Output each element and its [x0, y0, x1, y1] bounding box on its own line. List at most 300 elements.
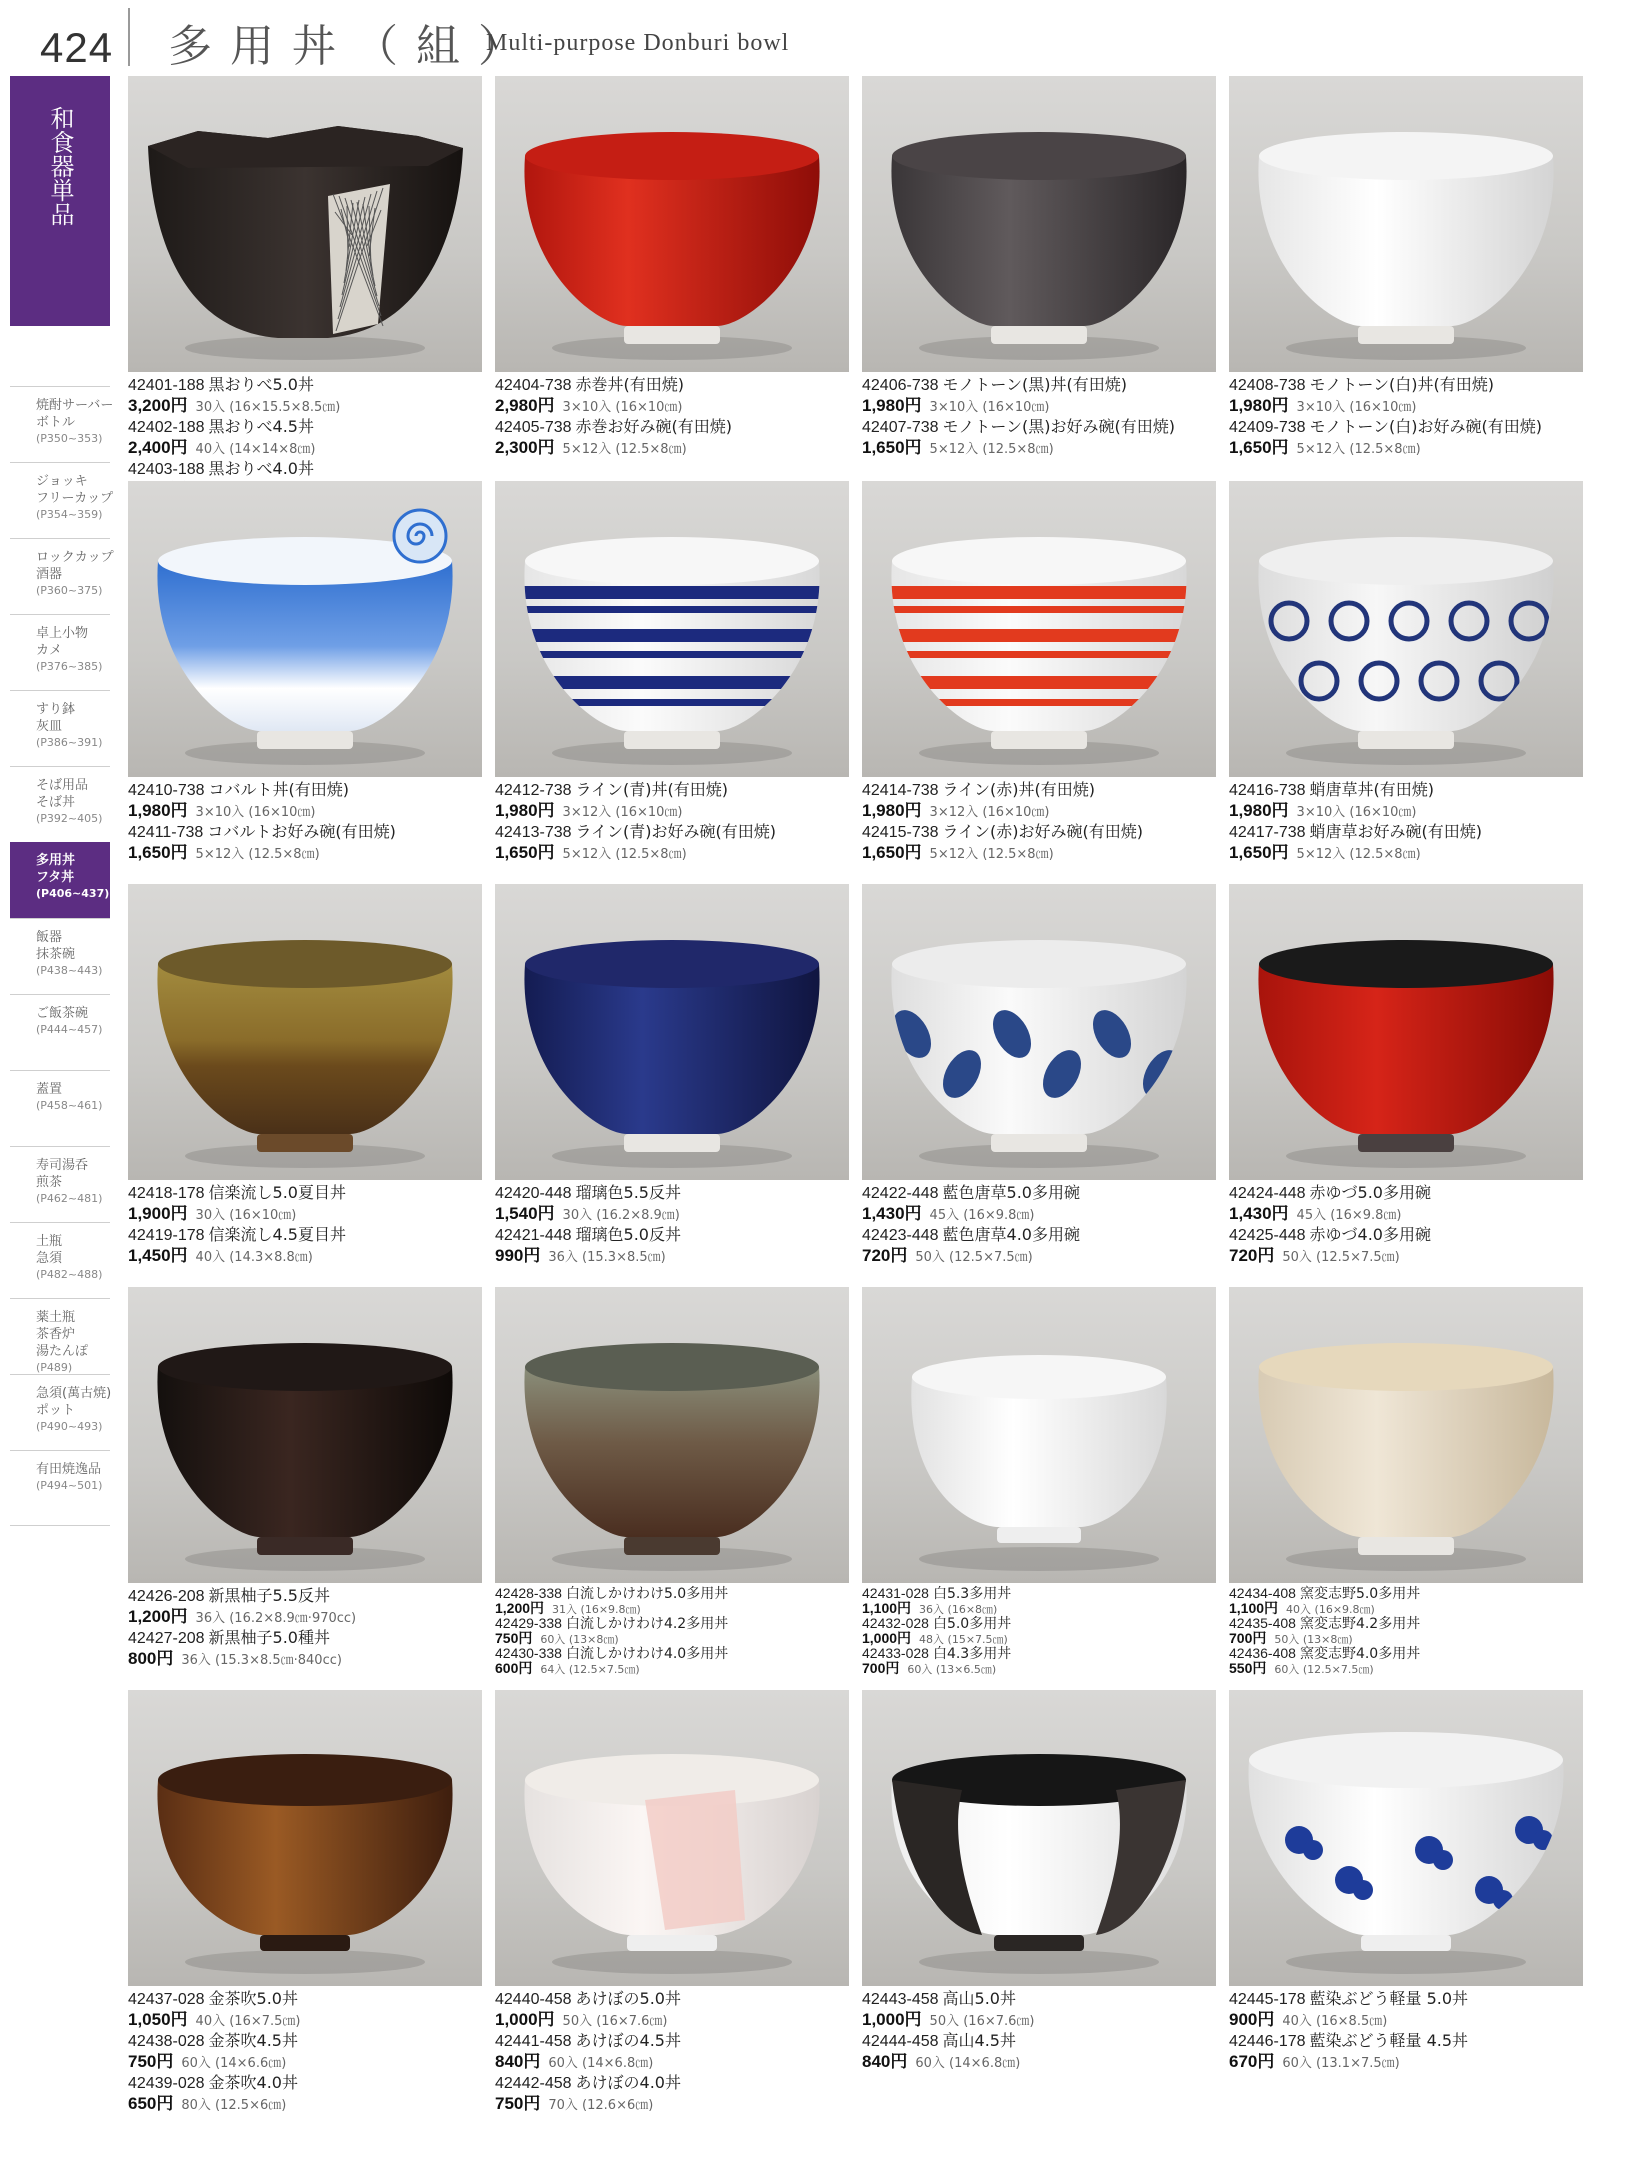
product-price: 900円 — [1229, 2010, 1275, 2029]
product-name: 藍色唐草4.0多用碗 — [942, 1225, 1080, 1244]
bowl-image — [1229, 1287, 1583, 1583]
product-price-row — [128, 437, 482, 458]
product-name-row — [128, 2072, 482, 2093]
product-caption — [862, 779, 1216, 863]
product-card[interactable] — [128, 76, 482, 479]
product-name: 金茶吹5.0丼 — [208, 1989, 298, 2008]
product-price: 670円 — [1229, 2052, 1275, 2071]
sidebar-item-label: 寿司湯呑 — [36, 1158, 89, 1173]
product-caption — [128, 1585, 482, 1669]
product-price-row — [495, 842, 849, 863]
product-name-row — [1229, 1615, 1583, 1630]
product-spec: 3×10入 (16×10㎝) — [929, 400, 1050, 415]
bowl-image — [128, 481, 482, 777]
product-photo — [862, 884, 1216, 1180]
product-name-row — [495, 1585, 849, 1600]
product-price-row — [1229, 800, 1583, 821]
bowl-image — [128, 1287, 482, 1583]
product-spec: 36入 (16×8㎝) — [919, 1603, 998, 1616]
product-spec: 48入 (15×7.5㎝) — [919, 1633, 1008, 1646]
product-name-row — [862, 2030, 1216, 2051]
product-name-row — [128, 458, 482, 479]
sidebar-item-label: ジョッキ — [36, 474, 88, 489]
sidebar-item[interactable] — [10, 1222, 110, 1298]
product-price: 1,430円 — [862, 1204, 922, 1223]
product-photo — [495, 884, 849, 1180]
product-price: 1,540円 — [495, 1204, 555, 1223]
product-name-row — [1229, 1645, 1583, 1660]
sidebar-item-pages: (P392~405) — [36, 812, 103, 825]
product-price-row — [1229, 1203, 1583, 1224]
product-name: ライン(青)丼(有田焼) — [575, 780, 729, 799]
product-spec: 60入 (14×6.6㎝) — [181, 2056, 287, 2071]
sidebar-item-pages: (P438~443) — [36, 964, 103, 977]
product-caption — [495, 1988, 849, 2114]
product-price-row — [1229, 1630, 1583, 1645]
product-spec: 40入 (14.3×8.8㎝) — [195, 1250, 313, 1265]
product-price: 750円 — [495, 1630, 533, 1646]
product-price: 990円 — [495, 1246, 541, 1265]
product-code: 42407-738 — [862, 419, 939, 436]
header-divider — [128, 8, 130, 66]
product-name: 瑠璃色5.5反丼 — [575, 1183, 681, 1202]
product-price: 1,000円 — [862, 2010, 922, 2029]
sidebar-item[interactable] — [10, 538, 114, 614]
product-name-row — [862, 821, 1216, 842]
product-price: 1,000円 — [495, 2010, 555, 2029]
product-code: 42413-738 — [495, 824, 572, 841]
product-caption — [495, 1182, 849, 1266]
product-code: 42424-448 — [1229, 1185, 1306, 1202]
sidebar-item-pages: (P482~488) — [36, 1268, 103, 1281]
product-photo — [128, 76, 482, 372]
sidebar-item[interactable] — [10, 1450, 110, 1526]
product-name-row — [495, 2072, 849, 2093]
product-code: 42410-738 — [128, 782, 205, 799]
product-spec: 60入 (13×8㎝) — [540, 1633, 619, 1646]
product-name-row — [1229, 1224, 1583, 1245]
product-price-row — [1229, 2051, 1583, 2072]
product-name: 白流しかけわけ4.2多用丼 — [565, 1616, 729, 1632]
product-name-row — [495, 1182, 849, 1203]
sidebar-item[interactable] — [10, 766, 110, 842]
product-price-row — [495, 2093, 849, 2114]
product-name-row — [128, 779, 482, 800]
product-price-row — [1229, 842, 1583, 863]
product-caption — [862, 1988, 1216, 2072]
product-spec: 50入 (12.5×7.5㎝) — [1282, 1250, 1400, 1265]
product-price-row — [1229, 395, 1583, 416]
bowl-image — [1229, 481, 1583, 777]
product-spec: 40入 (16×8.5㎝) — [1282, 2014, 1388, 2029]
product-name: 信楽流し5.0夏目丼 — [208, 1183, 346, 1202]
product-name: 藍染ぶどう軽量 5.0丼 — [1309, 1989, 1469, 2008]
product-code: 42419-178 — [128, 1227, 205, 1244]
product-caption — [1229, 1182, 1583, 1266]
product-price-row — [128, 2051, 482, 2072]
product-card[interactable] — [1229, 76, 1583, 479]
product-name-row — [1229, 2030, 1583, 2051]
product-price-row — [1229, 2009, 1583, 2030]
product-code: 42416-738 — [1229, 782, 1306, 799]
product-name-row — [862, 1645, 1216, 1660]
product-price: 1,900円 — [128, 1204, 188, 1223]
product-code: 42438-028 — [128, 2033, 205, 2050]
sidebar-item-label: 抹茶碗 — [36, 947, 76, 962]
product-spec: 30入 (16×10㎝) — [195, 1208, 297, 1223]
product-photo — [862, 481, 1216, 777]
product-caption — [128, 1182, 482, 1266]
product-photo — [862, 76, 1216, 372]
product-card[interactable] — [495, 884, 849, 1287]
product-name: 藍染ぶどう軽量 4.5丼 — [1309, 2031, 1469, 2050]
sidebar-item-pages: (P386~391) — [36, 736, 103, 749]
product-name: コバルトお好み碗(有田焼) — [207, 822, 396, 841]
product-price: 2,400円 — [128, 438, 188, 457]
product-code: 42406-738 — [862, 377, 939, 394]
product-code: 42446-178 — [1229, 2033, 1306, 2050]
product-name: 白5.0多用丼 — [932, 1616, 1012, 1632]
product-spec: 36入 (15.3×8.5㎝·840cc) — [181, 1653, 342, 1668]
product-code: 42420-448 — [495, 1185, 572, 1202]
product-photo — [1229, 481, 1583, 777]
product-name: 白5.3多用丼 — [932, 1586, 1012, 1602]
bowl-image — [1229, 884, 1583, 1180]
product-caption — [128, 1988, 482, 2114]
product-spec: 60入 (12.5×7.5㎝) — [1274, 1663, 1374, 1676]
page-number: 424 — [40, 24, 114, 71]
product-price: 1,050円 — [128, 2010, 188, 2029]
product-spec: 64入 (12.5×7.5㎝) — [540, 1663, 640, 1676]
product-price-row — [495, 2051, 849, 2072]
product-photo — [1229, 884, 1583, 1180]
sidebar-item[interactable] — [10, 842, 110, 918]
product-photo — [495, 1690, 849, 1986]
product-name-row — [495, 1988, 849, 2009]
product-code: 42443-458 — [862, 1991, 939, 2008]
product-price-row — [862, 1245, 1216, 1266]
product-code: 42441-458 — [495, 2033, 572, 2050]
sidebar-item-label: 飯器 — [36, 930, 63, 945]
sidebar-item-label: フタ丼 — [36, 870, 75, 885]
product-price: 1,650円 — [495, 843, 555, 862]
product-price: 1,450円 — [128, 1246, 188, 1265]
product-code: 42445-178 — [1229, 1991, 1306, 2008]
product-card[interactable] — [862, 1287, 1216, 1690]
sidebar-item-pages: (P458~461) — [36, 1099, 103, 1112]
product-name-row — [495, 1224, 849, 1245]
product-name-row — [495, 779, 849, 800]
product-spec: 80入 (12.5×6㎝) — [181, 2098, 287, 2113]
sidebar-item-label: すり鉢 — [36, 702, 76, 717]
product-price-row — [495, 1600, 849, 1615]
product-spec: 50入 (13×8㎝) — [1274, 1633, 1353, 1646]
sidebar-item-label: ご飯茶碗 — [36, 1006, 89, 1021]
page-subtitle: Multi-purpose Donburi bowl — [486, 30, 790, 56]
product-name-row — [862, 1224, 1216, 1245]
product-code: 42418-178 — [128, 1185, 205, 1202]
product-spec: 5×12入 (12.5×8㎝) — [195, 847, 320, 862]
product-card[interactable] — [1229, 884, 1583, 1287]
product-code: 42414-738 — [862, 782, 939, 799]
product-spec: 5×12入 (12.5×8㎝) — [1296, 442, 1421, 457]
product-spec: 36入 (15.3×8.5㎝) — [548, 1250, 666, 1265]
bowl-image — [1229, 76, 1583, 372]
product-price-row — [495, 1245, 849, 1266]
product-card[interactable] — [495, 1690, 849, 2113]
product-spec: 5×12入 (12.5×8㎝) — [562, 442, 687, 457]
sidebar-item[interactable] — [10, 1070, 110, 1146]
product-price-row — [862, 1600, 1216, 1615]
product-name: 白流しかけわけ5.0多用丼 — [565, 1586, 729, 1602]
product-name-row — [1229, 374, 1583, 395]
product-name: 赤ゆづ4.0多用碗 — [1309, 1225, 1431, 1244]
product-spec: 45入 (16×9.8㎝) — [1296, 1208, 1402, 1223]
product-code: 42401-188 — [128, 377, 205, 394]
product-name: 赤ゆづ5.0多用碗 — [1309, 1183, 1431, 1202]
product-name-row — [495, 2030, 849, 2051]
product-code: 42432-028 — [862, 1615, 929, 1631]
product-price-row — [495, 395, 849, 416]
product-name: 黒おりべ4.0丼 — [208, 459, 314, 478]
product-code: 42426-208 — [128, 1588, 205, 1605]
product-name: モノトーン(黒)丼(有田焼) — [942, 375, 1128, 394]
product-card[interactable] — [862, 1690, 1216, 2093]
category-tab[interactable] — [10, 76, 110, 326]
bowl-image — [128, 76, 482, 372]
product-price: 700円 — [1229, 1630, 1267, 1646]
product-card[interactable] — [128, 884, 482, 1287]
product-price: 840円 — [862, 2052, 908, 2071]
product-price: 720円 — [862, 1246, 908, 1265]
product-price: 1,200円 — [128, 1607, 188, 1626]
sidebar-item-pages: (P350~353) — [36, 432, 103, 445]
product-code: 42428-338 — [495, 1585, 562, 1601]
product-code: 42440-458 — [495, 1991, 572, 2008]
product-price-row — [128, 2009, 482, 2030]
product-name-row — [495, 374, 849, 395]
sidebar-item[interactable] — [10, 614, 110, 690]
product-code: 42423-448 — [862, 1227, 939, 1244]
product-price-row — [862, 2009, 1216, 2030]
product-photo — [1229, 1690, 1583, 1986]
product-code: 42433-028 — [862, 1645, 929, 1661]
product-name-row — [1229, 1182, 1583, 1203]
sidebar-item[interactable] — [10, 1146, 110, 1222]
sidebar-item-label: そば丼 — [36, 795, 76, 810]
product-caption — [128, 779, 482, 863]
product-caption — [495, 374, 849, 458]
product-card[interactable] — [128, 1690, 482, 2113]
product-price-row — [1229, 437, 1583, 458]
product-price-row — [862, 800, 1216, 821]
product-name-row — [862, 1988, 1216, 2009]
bowl-image — [495, 884, 849, 1180]
product-price: 720円 — [1229, 1246, 1275, 1265]
product-code: 42402-188 — [128, 419, 205, 436]
product-price-row — [495, 1630, 849, 1645]
product-caption — [495, 779, 849, 863]
product-name: 赤巻丼(有田焼) — [575, 375, 685, 394]
product-code: 42412-738 — [495, 782, 572, 799]
product-price: 800円 — [128, 1649, 174, 1668]
product-card[interactable] — [128, 481, 482, 884]
product-spec: 5×12入 (12.5×8㎝) — [929, 847, 1054, 862]
sidebar-item[interactable] — [10, 1374, 110, 1450]
product-card[interactable] — [862, 481, 1216, 884]
product-price: 700円 — [862, 1660, 900, 1676]
product-name-row — [128, 1224, 482, 1245]
sidebar-item-label: 灰皿 — [36, 719, 63, 734]
product-code: 42430-338 — [495, 1645, 562, 1661]
sidebar-item[interactable] — [10, 1298, 110, 1374]
sidebar-item-pages: (P406~437) — [36, 887, 110, 900]
sidebar-item-label: ポット — [36, 1403, 76, 1418]
product-name: コバルト丼(有田焼) — [208, 780, 350, 799]
product-name-row — [862, 1182, 1216, 1203]
sidebar-item-label: 急須(萬古焼) — [36, 1386, 112, 1401]
sidebar-item-label: 多用丼 — [36, 853, 76, 868]
sidebar-item[interactable] — [10, 690, 110, 766]
product-name: 白4.3多用丼 — [932, 1646, 1012, 1662]
product-spec: 70入 (12.6×6㎝) — [548, 2098, 654, 2113]
product-spec: 5×12入 (12.5×8㎝) — [1296, 847, 1421, 862]
product-card[interactable] — [862, 884, 1216, 1287]
product-name-row — [1229, 1988, 1583, 2009]
sidebar-nav — [10, 386, 114, 1526]
product-name: 瑠璃色5.0反丼 — [575, 1225, 681, 1244]
category-tab-label: 和食器単品 — [46, 106, 74, 226]
product-card[interactable] — [1229, 481, 1583, 884]
product-price-row — [1229, 1245, 1583, 1266]
product-price-row — [862, 395, 1216, 416]
product-code: 42403-188 — [128, 461, 205, 478]
product-photo — [128, 481, 482, 777]
product-spec: 31入 (16×9.8㎝) — [552, 1603, 641, 1616]
product-price: 1,650円 — [1229, 438, 1289, 457]
product-name-row — [128, 1585, 482, 1606]
product-caption — [1229, 779, 1583, 863]
product-name: 黒おりべ5.0丼 — [208, 375, 314, 394]
product-code: 42422-448 — [862, 1185, 939, 1202]
product-name: 高山5.0丼 — [942, 1989, 1016, 2008]
product-name: モノトーン(白)丼(有田焼) — [1309, 375, 1495, 394]
sidebar-item-label: 煎茶 — [36, 1175, 63, 1190]
product-name-row — [862, 1585, 1216, 1600]
product-spec: 60入 (13×6.5㎝) — [907, 1663, 997, 1676]
sidebar-item[interactable] — [10, 918, 110, 994]
sidebar-item[interactable] — [10, 386, 114, 462]
product-spec: 40入 (16×7.5㎝) — [195, 2014, 301, 2029]
sidebar-item[interactable] — [10, 462, 114, 538]
product-photo — [1229, 76, 1583, 372]
product-price: 1,980円 — [1229, 396, 1289, 415]
product-code: 42415-738 — [862, 824, 939, 841]
product-price: 550円 — [1229, 1660, 1267, 1676]
sidebar-item-label: ロックカップ — [36, 550, 114, 565]
sidebar-item[interactable] — [10, 994, 110, 1070]
product-caption — [1229, 374, 1583, 458]
product-name: 窯変志野4.2多用丼 — [1299, 1616, 1421, 1632]
product-price: 1,000円 — [862, 1630, 912, 1646]
product-price: 3,200円 — [128, 396, 188, 415]
product-price: 1,980円 — [128, 801, 188, 820]
product-price-row — [495, 1203, 849, 1224]
bowl-image — [128, 884, 482, 1180]
product-card[interactable] — [1229, 1287, 1583, 1690]
product-price-row — [862, 2051, 1216, 2072]
product-code: 42408-738 — [1229, 377, 1306, 394]
product-name-row — [1229, 779, 1583, 800]
product-price: 650円 — [128, 2094, 174, 2113]
product-price-row — [1229, 1660, 1583, 1675]
bowl-image — [862, 1287, 1216, 1583]
product-name: 新黒柚子5.0種丼 — [208, 1628, 330, 1647]
sidebar-item-label: カメ — [36, 643, 63, 658]
product-name: 赤巻お好み碗(有田焼) — [575, 417, 733, 436]
product-caption — [1229, 1585, 1583, 1675]
product-photo — [128, 1287, 482, 1583]
product-name: モノトーン(黒)お好み碗(有田焼) — [942, 417, 1176, 436]
product-price-row — [128, 1245, 482, 1266]
product-name: 窯変志野5.0多用丼 — [1299, 1586, 1421, 1602]
product-code: 42439-028 — [128, 2075, 205, 2092]
product-spec: 40入 (16×9.8㎝) — [1286, 1603, 1375, 1616]
product-name: 高山4.5丼 — [942, 2031, 1016, 2050]
page-title: 多用丼（組） — [168, 21, 540, 72]
product-photo — [495, 76, 849, 372]
product-price: 1,650円 — [1229, 843, 1289, 862]
sidebar-item-pages: (P354~359) — [36, 508, 103, 521]
sidebar-item-label: 土瓶 — [36, 1234, 63, 1249]
product-price-row — [862, 842, 1216, 863]
bowl-image — [862, 76, 1216, 372]
product-spec: 3×12入 (16×10㎝) — [929, 805, 1050, 820]
product-price-row — [1229, 1600, 1583, 1615]
product-name: あけぼの4.5丼 — [575, 2031, 681, 2050]
product-price: 1,100円 — [1229, 1600, 1279, 1616]
sidebar-item-label: 薬土瓶 — [36, 1310, 76, 1325]
product-card[interactable] — [128, 1287, 482, 1690]
sidebar-item-label: 卓上小物 — [36, 626, 89, 641]
product-code: 42436-408 — [1229, 1645, 1296, 1661]
product-price-row — [495, 2009, 849, 2030]
product-code: 42434-408 — [1229, 1585, 1296, 1601]
product-code: 42411-738 — [128, 824, 204, 841]
sidebar-item-label: 有田焼逸品 — [36, 1462, 102, 1477]
bowl-image — [495, 1690, 849, 1986]
sidebar-item-pages: (P462~481) — [36, 1192, 103, 1205]
product-card[interactable] — [862, 76, 1216, 479]
sidebar-item-label: 酒器 — [36, 567, 63, 582]
product-card[interactable] — [495, 76, 849, 479]
sidebar-item-pages: (P489) — [36, 1361, 73, 1374]
sidebar-item-label: 湯たんぽ — [36, 1344, 89, 1359]
product-caption — [1229, 1988, 1583, 2072]
product-card[interactable] — [495, 1287, 849, 1690]
product-code: 42437-028 — [128, 1991, 205, 2008]
sidebar-item-label: フリーカップ — [36, 491, 114, 506]
product-price: 840円 — [495, 2052, 541, 2071]
sidebar-item-pages: (P490~493) — [36, 1420, 103, 1433]
product-code: 42417-738 — [1229, 824, 1306, 841]
product-name-row — [862, 1615, 1216, 1630]
product-name: あけぼの5.0丼 — [575, 1989, 681, 2008]
product-card[interactable] — [495, 481, 849, 884]
product-card[interactable] — [1229, 1690, 1583, 2093]
product-name-row — [862, 374, 1216, 395]
product-price: 1,650円 — [862, 438, 922, 457]
